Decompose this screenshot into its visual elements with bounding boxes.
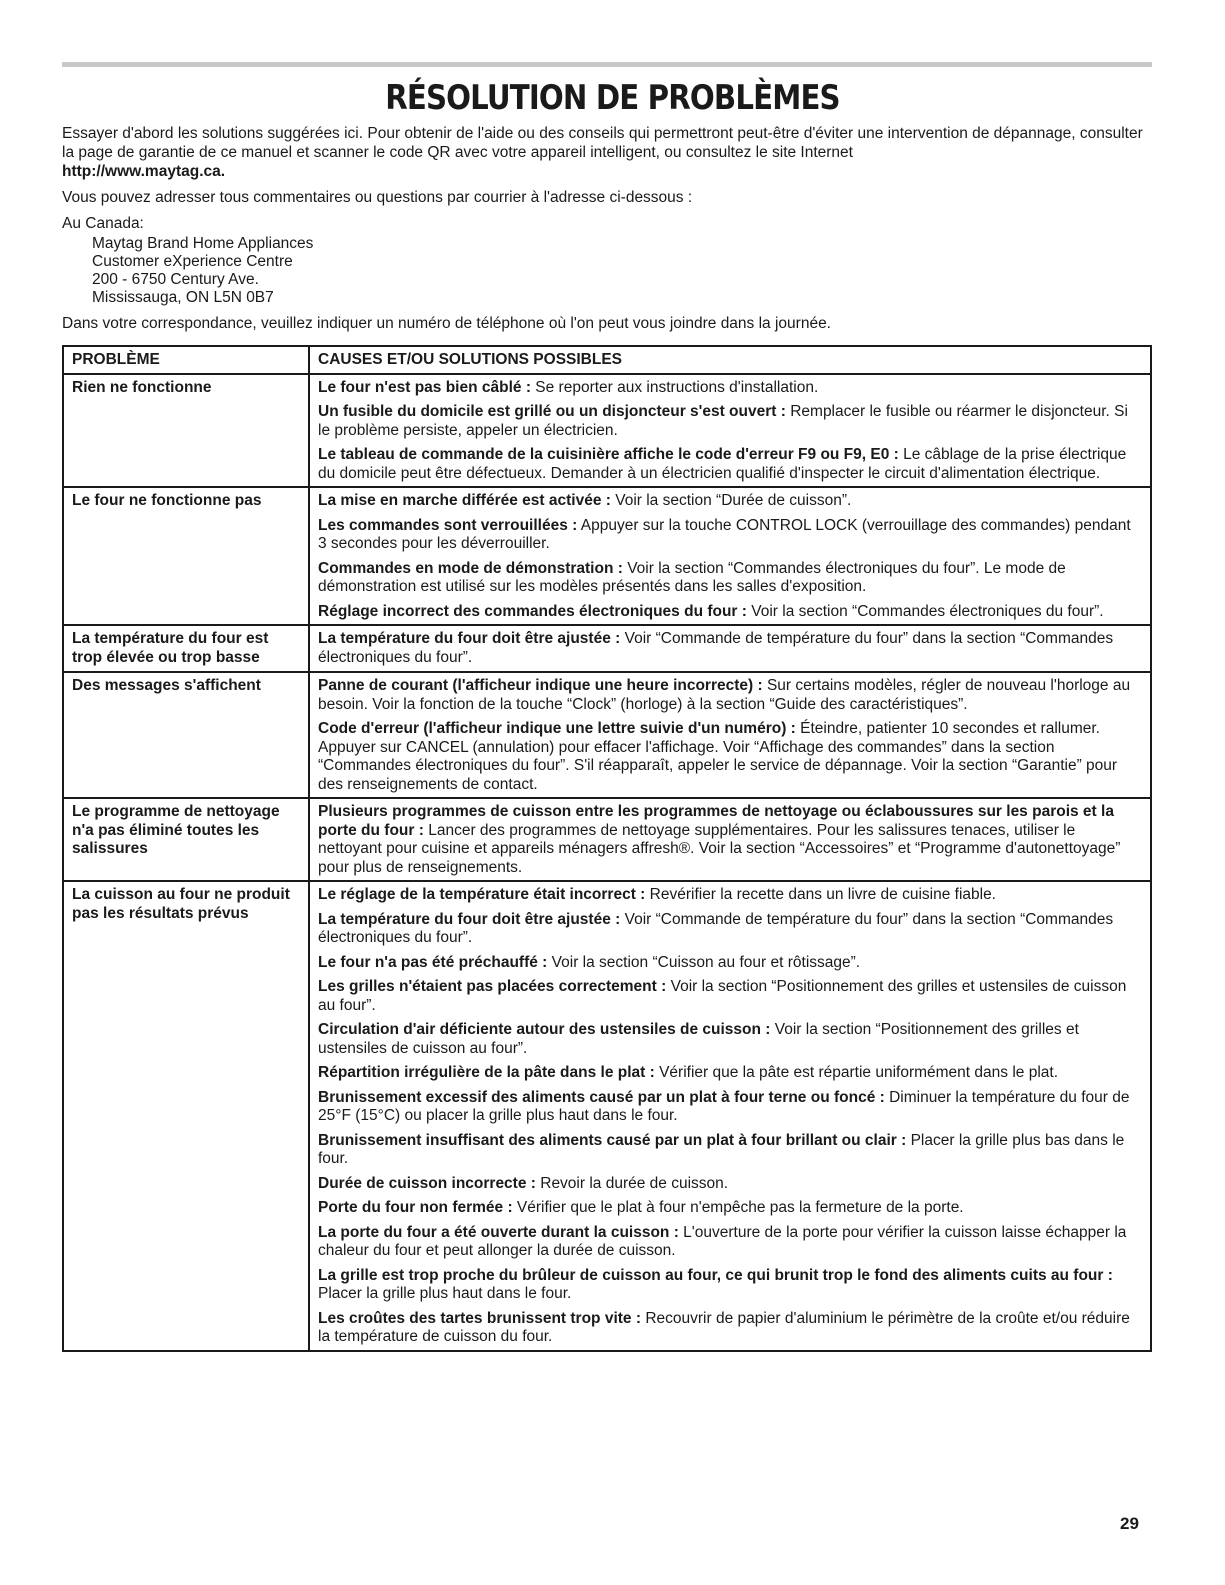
address-line: Customer eXperience Centre [92,253,293,270]
solution-item [318,1064,1142,1083]
solution-cause: Plusieurs programmes de cuisson entre les programmes de nettoyage ou éclaboussures sur les parois et la porte du four : [318,803,1114,839]
solution-text: Voir la section “Commandes électroniques du four”. [746,602,1104,620]
solution-item [318,1199,1142,1218]
problem-cell: La température du four est trop élevée ou trop basse [63,625,309,672]
solution-item [318,720,1142,794]
solution-text: Placer la grille plus bas dans le four. [318,1131,1125,1167]
solution-cause: Les commandes sont verrouillées : [318,516,578,534]
solution-text: Le câblage de la prise électrique du domicile peut être défectueux. Demander à un électricien qualifié d'inspecter le circuit d'alimentation électrique. [318,446,1127,482]
table-row [63,487,1151,625]
solution-item [318,1267,1142,1304]
solution-text: Voir la section “Durée de cuisson”. [610,492,852,509]
solution-text: Voir la section “Positionnement des grilles et ustensiles de cuisson au four”. [318,978,1127,1014]
solution-item [318,1132,1142,1169]
solution-item [318,1224,1142,1261]
solutions-column-header: CAUSES ET/OU SOLUTIONS POSSIBLES [309,346,1151,374]
solution-text: Voir “Commande de température du four” dans la section “Commandes électroniques du four”. [318,910,1114,946]
table-row [63,374,1151,488]
problem-column-header: PROBLÈME [63,346,309,374]
solution-cause: La mise en marche différée est activée : [318,492,611,509]
table-row [63,798,1151,881]
solution-cause: Durée de cuisson incorrecte : [318,1174,536,1192]
intro-paragraph [62,124,1147,181]
solution-cause: La température du four doit être ajustée : [318,910,621,928]
solution-text: Vérifier que le plat à four n'empêche pas la fermeture de la porte. [512,1199,964,1216]
solution-cause: Le tableau de commande de la cuisinière affiche le code d'erreur F9 ou F9, E0 : [318,446,899,463]
problem-cell: Le programme de nettoyage n'a pas éliminé toutes les salissures [63,798,309,881]
solutions-cell [309,487,1151,625]
solution-text: Éteindre, patienter 10 secondes et rallumer. Appuyer sur CANCEL (annulation) pour effacer l'affichage. Voir “Affichage des commandes” dans la section “Commandes électroniques du four”. S'il réapparaît, appeler le service de dépannage. Voir la section “Garantie” pour des renseignements de contact. [318,720,1118,793]
solution-text: Revérifier la recette dans un livre de cuisine fiable. [645,886,996,903]
solution-text: Revoir la durée de cuisson. [535,1174,729,1192]
solution-cause: Code d'erreur (l'afficheur indique une lettre suivie d'un numéro) : [318,720,796,737]
solution-cause: Un fusible du domicile est grillé ou un disjoncteur s'est ouvert : [318,403,786,420]
solution-text: Placer la grille plus haut dans le four. [318,1285,572,1302]
solution-cause: Le four n'est pas bien câblé : [318,378,531,396]
intro-section [62,124,1147,340]
solution-text: Remplacer le fusible ou réarmer le disjoncteur. Si le problème persiste, appeler un électricien. [318,403,1128,439]
solution-item [318,517,1142,554]
solution-item [318,630,1142,667]
solution-cause: Les grilles n'étaient pas placées correctement : [318,978,667,995]
solutions-cell [309,672,1151,798]
solution-text: Se reporter aux instructions d'installation. [530,378,819,396]
intro-text: Essayer d'abord les solutions suggérées ici. Pour obtenir de l'aide ou des conseils qui permettront peut-être d'éviter une intervention de dépannage, consulter la page de garantie de ce manuel et scanner le code QR avec votre appareil intelligent, ou consultez le site Internet [62,125,1143,161]
problem-cell: Rien ne fonctionne [63,374,309,488]
solution-item [318,886,1142,905]
solution-item [318,1021,1142,1058]
solution-item [318,677,1142,714]
solution-item [318,603,1142,622]
solution-item [318,978,1142,1015]
solution-text: Lancer des programmes de nettoyage supplémentaires. Pour les salissures tenaces, utiliser le nettoyant pour cuisine et appareils ménagers affresh®. Voir la section “Accessoires” et “Programme d'autonettoyage” pour plus de renseignements. [318,821,1121,876]
solutions-cell [309,798,1151,881]
solution-item [318,803,1142,877]
solution-cause: Commandes en mode de démonstration : [318,559,623,577]
solution-cause: Porte du four non fermée : [318,1199,513,1216]
problem-cell: Des messages s'affichent [63,672,309,798]
solution-text: Sur certains modèles, régler de nouveau l'horloge au besoin. Voir la fonction de la touche “Clock” (horloge) à la section “Guide des caractéristiques”. [318,677,1131,713]
mailing-address [92,235,1147,307]
solution-cause: La porte du four a été ouverte durant la cuisson : [318,1223,679,1241]
solution-text: Voir la section “Cuisson au four et rôtissage”. [547,953,861,971]
solution-text: L'ouverture de la porte pour vérifier la cuisson laisse échapper la chaleur du four et peut allonger la durée de cuisson. [318,1223,1127,1259]
solution-cause: Les croûtes des tartes brunissent trop vite : [318,1309,642,1327]
solution-item [318,560,1142,597]
canada-label: Au Canada: [62,215,144,232]
solution-item [318,1089,1142,1126]
solution-cause: Réglage incorrect des commandes électroniques du four : [318,602,747,620]
solution-cause: Le réglage de la température était incorrect : [318,886,646,903]
address-line: Mississauga, ON L5N 0B7 [92,289,274,306]
solution-text: Voir “Commande de température du four” dans la section “Commandes électroniques du four”. [318,630,1114,666]
website-link[interactable]: http://www.maytag.ca. [62,163,226,180]
solutions-cell [309,374,1151,488]
solution-text: Diminuer la température du four de 25°F (15°C) ou placer la grille plus haut dans le four. [318,1088,1130,1124]
solution-cause: Brunissement excessif des aliments causé par un plat à four terne ou foncé : [318,1088,885,1106]
solution-item [318,446,1142,483]
solution-item [318,492,1142,511]
solution-text: Appuyer sur la touche CONTROL LOCK (verrouillage des commandes) pendant 3 secondes pour les déverrouiller. [318,516,1131,552]
solution-item [318,1310,1142,1347]
correspondence-note: Dans votre correspondance, veuillez indiquer un numéro de téléphone où l'on peut vous joindre dans la journée. [62,315,831,332]
top-rule [62,62,1152,67]
address-line: 200 - 6750 Century Ave. [92,271,259,288]
solutions-cell [309,625,1151,672]
address-line: Maytag Brand Home Appliances [92,235,314,252]
solution-cause: Le four n'a pas été préchauffé : [318,953,548,971]
solution-text: Voir la section “Positionnement des grilles et ustensiles de cuisson au four”. [318,1021,1079,1057]
problem-cell: La cuisson au four ne produit pas les résultats prévus [63,881,309,1351]
solution-item [318,379,1142,398]
solution-text: Recouvrir de papier d'aluminium le périmètre de la croûte et/ou réduire la température de cuisson du four. [318,1309,1130,1345]
table-row [63,881,1151,1351]
solution-text: Voir la section “Commandes électroniques du four”. Le mode de démonstration est utilisé sur les modèles présentés dans les salles d'exposition. [318,559,1066,595]
solution-item [318,1175,1142,1194]
solution-cause: Panne de courant (l'afficheur indique une heure incorrecte) : [318,677,763,694]
page-number: 29 [1120,1514,1139,1533]
troubleshooting-table [62,345,1152,1352]
solution-item [318,911,1142,948]
solution-cause: La grille est trop proche du brûleur de cuisson au four, ce qui brunit trop le fond des aliments cuits au four : [318,1266,1113,1284]
solution-cause: Brunissement insuffisant des aliments causé par un plat à four brillant ou clair : [318,1131,907,1149]
solution-item [318,403,1142,440]
solution-cause: La température du four doit être ajustée : [318,630,621,647]
problem-cell: Le four ne fonctionne pas [63,487,309,625]
page-title: RÉSOLUTION DE PROBLÈMES [385,78,840,118]
table-row [63,625,1151,672]
solutions-cell [309,881,1151,1351]
solution-cause: Circulation d'air déficiente autour des ustensiles de cuisson : [318,1021,771,1038]
solution-item [318,954,1142,973]
table-header-row [63,346,1151,374]
table-body [63,374,1151,1351]
solution-text: Vérifier que la pâte est répartie uniformément dans le plat. [654,1064,1059,1081]
solution-cause: Répartition irrégulière de la pâte dans le plat : [318,1064,655,1081]
mail-paragraph: Vous pouvez adresser tous commentaires ou questions par courrier à l'adresse ci-dessous : [62,189,693,206]
table-row [63,672,1151,798]
